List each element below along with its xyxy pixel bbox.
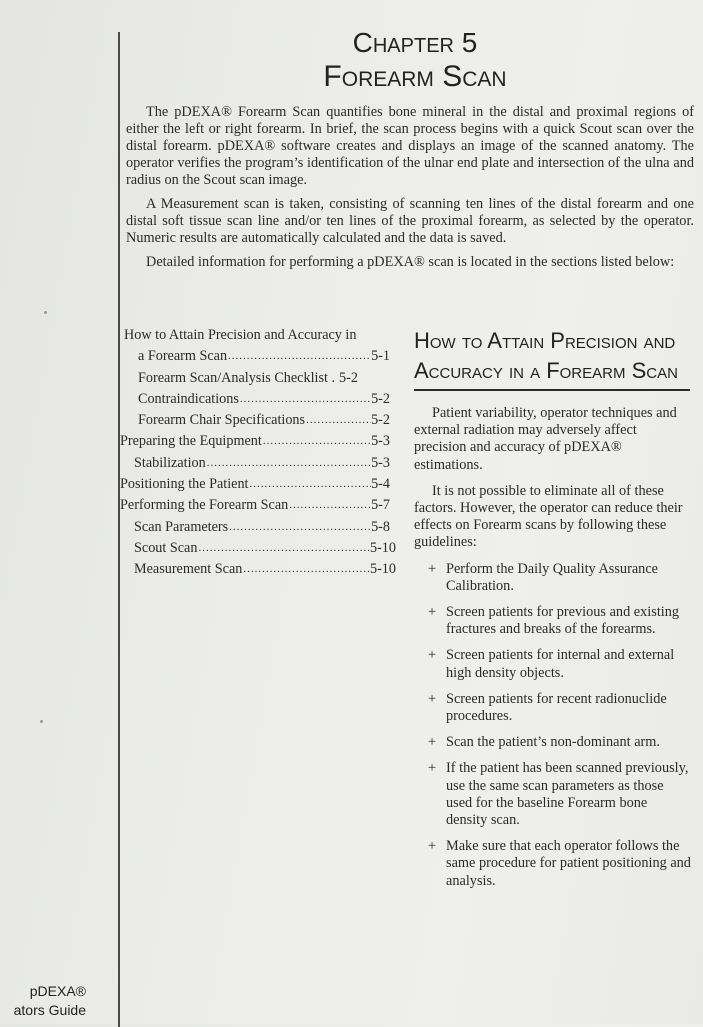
toc-entry-title: Scout Scan <box>134 539 198 556</box>
plus-icon: + <box>428 760 437 777</box>
toc-entry[interactable] <box>120 517 390 538</box>
toc-page: 5-2 <box>371 412 390 429</box>
toc-entry-title: Contraindications <box>138 390 239 407</box>
toc-page: 5-3 <box>371 454 390 471</box>
toc-leader <box>227 346 371 367</box>
toc-entry-title: Measurement Scan <box>134 561 243 578</box>
section-body <box>414 405 692 890</box>
toc-entry[interactable] <box>120 410 390 431</box>
toc-entry[interactable] <box>120 559 396 580</box>
plus-icon: + <box>428 734 437 751</box>
intro-paragraph: A Measurement scan is taken, consisting of scanning ten lines of the distal forearm and one distal soft tissue scan line and/or ten lines of the proximal forearm, as selected by the operator. Numeric results are automatically calculated and the data is saved. <box>126 196 694 246</box>
toc-entry-continued[interactable] <box>120 346 390 367</box>
list-item <box>428 691 692 725</box>
list-item-text: If the patient has been scanned previously, use the same scan parameters as those used for the baseline Forearm bone density scan. <box>446 760 689 829</box>
toc-entry-title: Preparing the Equipment <box>120 433 262 450</box>
toc-leader <box>228 517 371 538</box>
toc-page: 5-10 <box>369 561 396 578</box>
intro-text <box>126 104 694 278</box>
list-item-text: Screen patients for recent radionuclide procedures. <box>446 690 667 725</box>
section-heading: How to Attain Precision and Accuracy in a Forearm Scan <box>414 326 690 391</box>
toc-entry-title: a Forearm Scan <box>138 348 228 365</box>
intro-paragraph: The pDEXA® Forearm Scan quantifies bone mineral in the distal and proximal regions of either the left or right forearm. In brief, the scan process begins with a quick Scout scan over the distal forearm. pDEXA® software creates and displays an image of the scanned anatomy. The operator verifies the program’s identification of the ulnar end plate and intersection of the ulna and radius on the Scout scan image. <box>126 104 694 188</box>
plus-icon: + <box>428 560 437 577</box>
list-item-text: Perform the Daily Quality Assurance Calibration. <box>446 560 659 594</box>
footer-product: pDEXA® <box>29 983 86 999</box>
chapter-label: Chapter 5 <box>352 27 478 58</box>
toc-leader <box>305 410 371 431</box>
toc-entry[interactable] <box>120 368 390 389</box>
toc-page: 5-2 <box>371 390 390 407</box>
toc-entry[interactable] <box>120 495 390 516</box>
toc-page: 5-4 <box>371 476 390 493</box>
toc-page: 5-7 <box>371 497 390 514</box>
section-toc <box>120 325 396 581</box>
precision-section <box>414 326 694 899</box>
list-item <box>428 734 692 751</box>
toc-page: 5-8 <box>371 518 390 535</box>
toc-entry-title: Positioning the Patient <box>120 476 249 493</box>
toc-page: 5-1 <box>371 348 390 365</box>
toc-entry-title: Forearm Chair Specifications <box>138 412 306 429</box>
toc-leader <box>288 495 371 516</box>
toc-entry-title: Stabilization <box>134 454 206 471</box>
toc-entry[interactable] <box>120 431 390 452</box>
toc-leader <box>197 538 370 559</box>
toc-page: 5-10 <box>369 539 396 556</box>
running-footer <box>0 982 86 1020</box>
guidelines-list <box>414 561 692 890</box>
toc-page: 5-3 <box>371 433 390 450</box>
toc-leader <box>242 559 370 580</box>
chapter-title: Forearm Scan <box>323 60 507 94</box>
plus-icon: + <box>428 690 437 707</box>
toc-entry[interactable] <box>120 325 390 346</box>
list-item-text: Make sure that each operator follows the same procedure for patient positioning and analysis. <box>446 838 691 889</box>
section-paragraph: It is not possible to eliminate all of these factors. However, the operator can reduce their effects on Forearm scans by following these guidelines: <box>414 482 683 551</box>
list-item-text: Screen patients for previous and existing fractures and breaks of the forearms. <box>446 604 680 638</box>
toc-entry-title: How to Attain Precision and Accuracy in <box>124 327 357 343</box>
toc-page: 5-2 <box>339 369 358 386</box>
toc-entry[interactable] <box>120 474 390 495</box>
toc-leader <box>248 474 371 495</box>
toc-leader <box>262 431 371 452</box>
plus-icon: + <box>428 838 437 855</box>
toc-entry-title: Performing the Forearm Scan <box>120 497 289 514</box>
section-paragraph: Patient variability, operator techniques and external radiation may adversely affect precision and accuracy of pDEXA® estimations. <box>414 405 677 473</box>
toc-entry-title: Scan Parameters <box>134 518 229 535</box>
plus-icon: + <box>428 647 437 664</box>
chapter-heading <box>140 26 690 94</box>
plus-icon: + <box>428 604 437 621</box>
toc-entry[interactable] <box>120 389 390 410</box>
intro-paragraph: Detailed information for performing a pDEXA® scan is located in the sections listed below: <box>146 254 675 270</box>
toc-leader <box>206 453 371 474</box>
footer-guide: ators Guide <box>13 1002 86 1018</box>
list-item <box>428 838 692 890</box>
toc-entry[interactable] <box>120 538 396 559</box>
list-item-text: Screen patients for internal and external high density objects. <box>446 647 675 681</box>
toc-entry[interactable] <box>120 453 390 474</box>
paper-speck <box>44 311 47 314</box>
list-item <box>428 604 692 638</box>
list-item <box>428 561 692 595</box>
list-item-text: Scan the patient’s non-dominant arm. <box>446 734 661 751</box>
toc-leader <box>239 389 371 410</box>
toc-entry-title: Forearm Scan/Analysis Checklist . <box>138 369 336 386</box>
list-item <box>428 647 692 681</box>
list-item <box>428 760 692 829</box>
paper-speck <box>40 720 43 723</box>
